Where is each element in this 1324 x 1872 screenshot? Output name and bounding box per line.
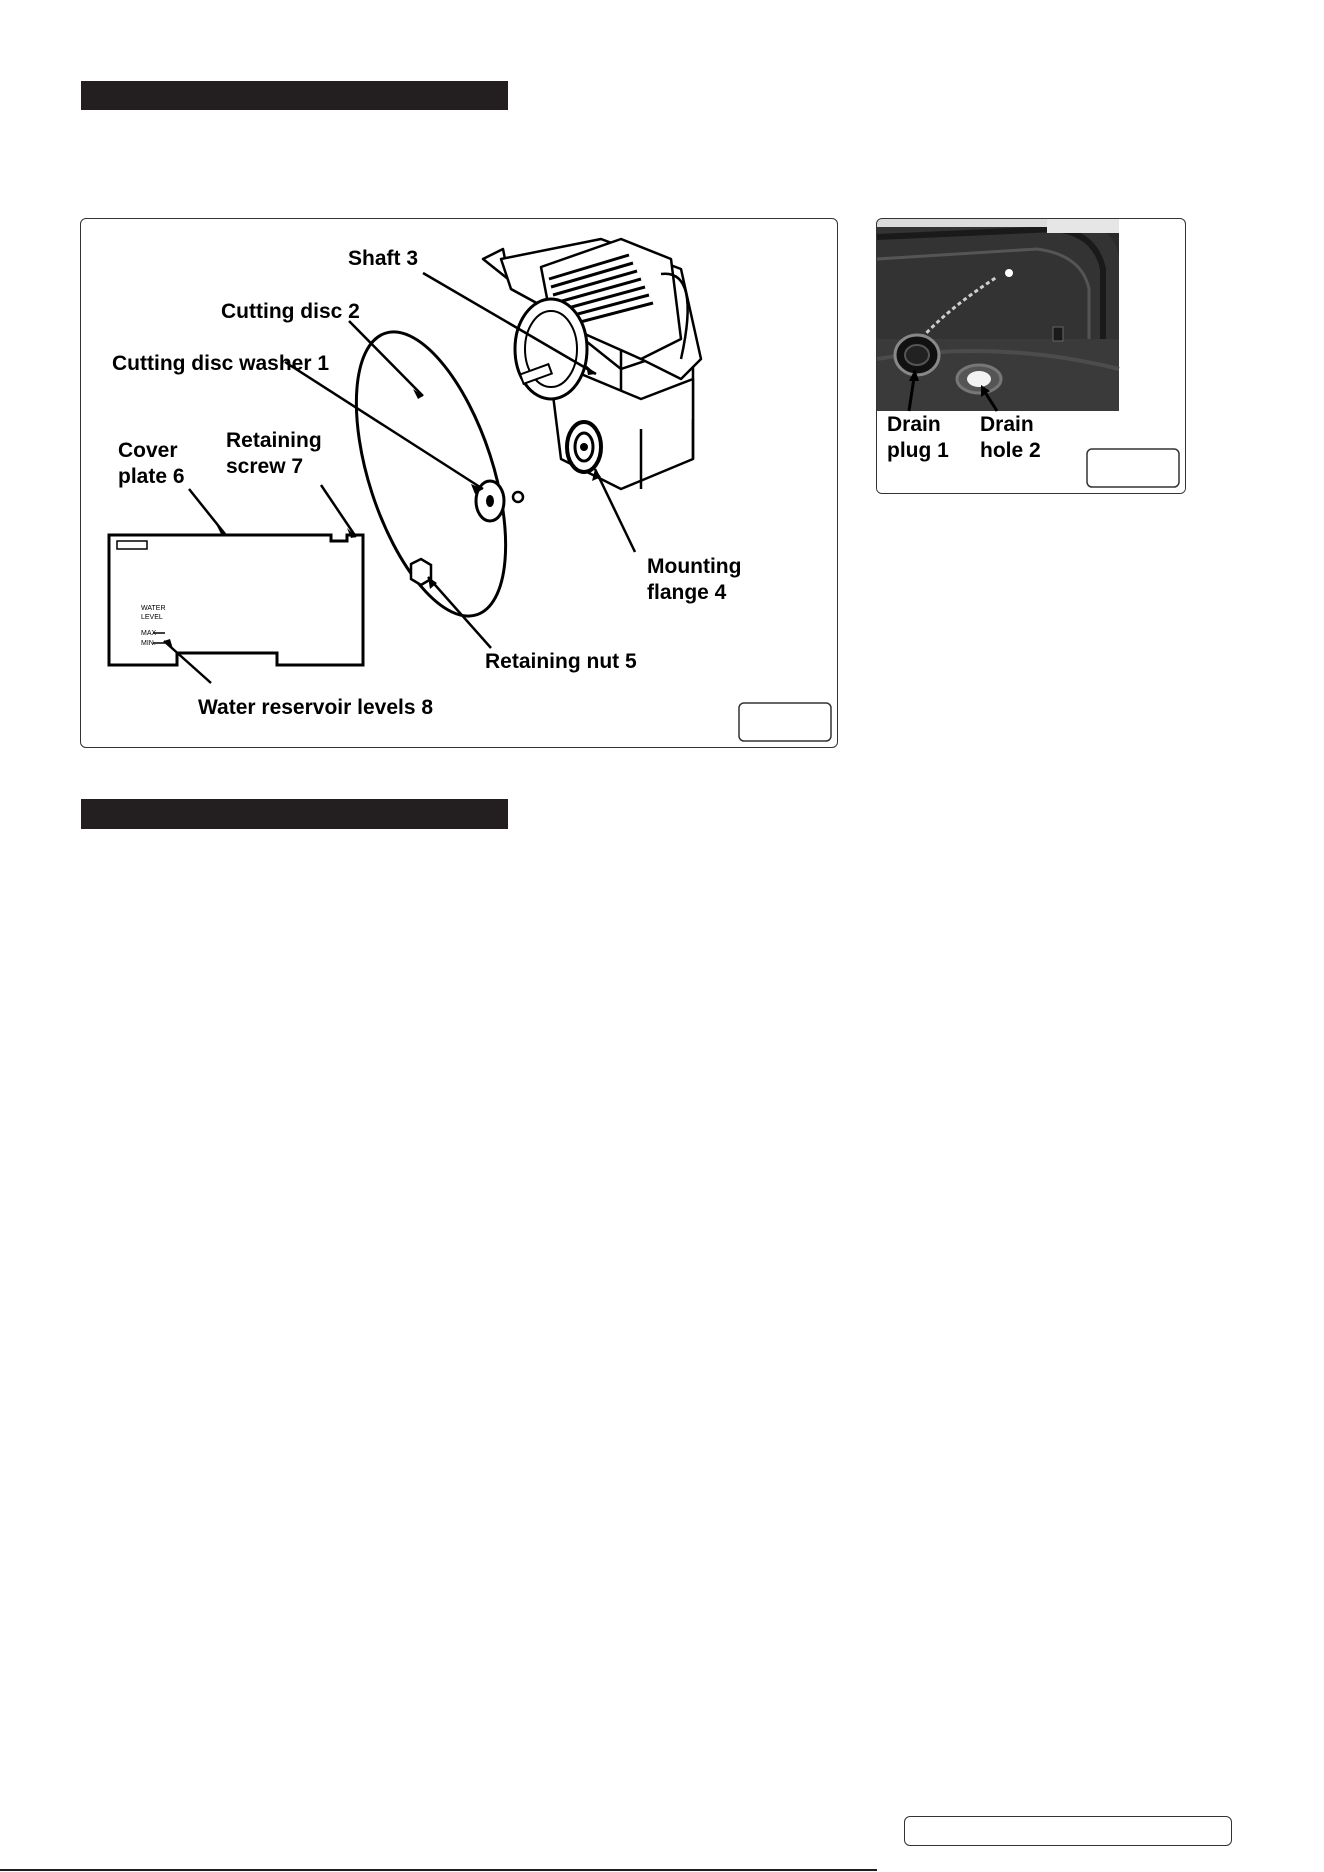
- retaining-nut: [411, 559, 431, 585]
- label-mounting-flange: Mounting flange 4: [647, 555, 742, 604]
- plate-marking-water-level: WATER LEVEL: [141, 605, 166, 621]
- section-heading-bar-middle: [81, 799, 508, 829]
- plate-marking-max: MAX: [141, 630, 157, 637]
- assembly-drawing: [81, 219, 837, 747]
- cutting-disc-assembly-figure: [80, 218, 838, 748]
- label-shaft: Shaft 3: [348, 247, 419, 270]
- plate-marking-min: MIN.: [141, 640, 156, 647]
- section-heading-bar-top: [81, 81, 508, 110]
- footer-rule: [0, 1869, 877, 1871]
- label-retaining-nut: Retaining nut 5: [485, 650, 637, 673]
- label-retaining-screw: Retaining screw 7: [226, 429, 322, 478]
- label-cutting-disc: Cutting disc 2: [221, 300, 360, 323]
- label-cutting-disc-washer: Cutting disc washer 1: [112, 352, 330, 375]
- drain-plug-figure: [876, 218, 1186, 494]
- figure-number-box-left: [739, 703, 831, 741]
- footer-page-box: [904, 1816, 1232, 1846]
- figure-number-box-right: [1087, 449, 1179, 487]
- label-water-reservoir-levels: Water reservoir levels 8: [198, 696, 434, 719]
- label-drain-hole: Drain hole 2: [980, 413, 1041, 462]
- label-drain-plug: Drain plug 1: [887, 413, 949, 462]
- label-cover-plate: Cover plate 6: [118, 439, 185, 488]
